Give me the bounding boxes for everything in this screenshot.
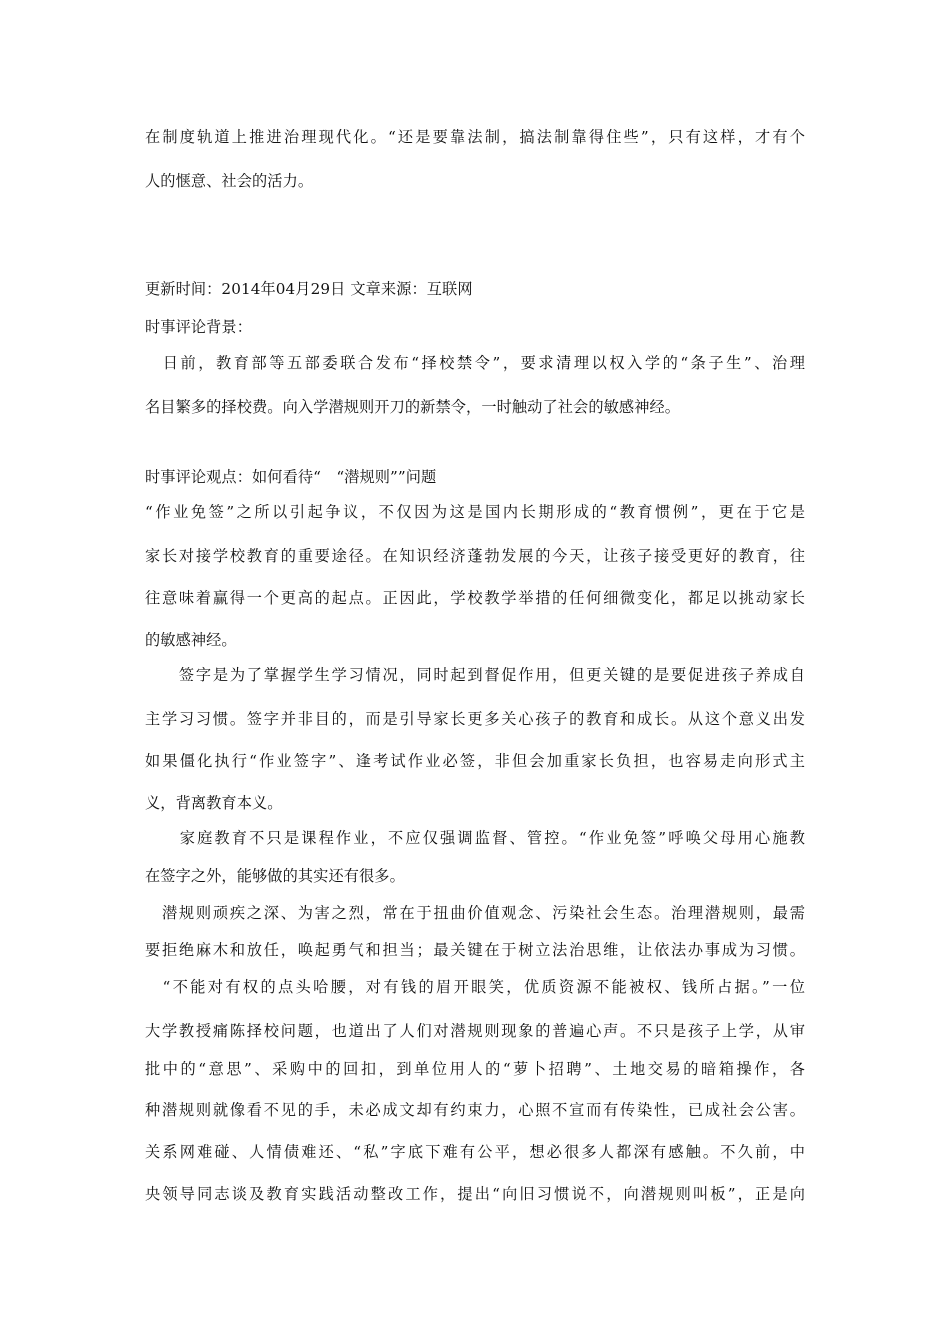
text-line: 往意味着赢得一个更高的起点。正因此，学校教学举措的任何细微变化，都足以挑动家长 (145, 589, 805, 607)
text-line: 关系网难碰、人情债难还、“私”字底下难有公平，想必很多人都深有感触。不久前，中 (145, 1143, 805, 1161)
background-heading: 时事评论背景： (145, 318, 253, 336)
text-line: 的敏感神经。 (145, 631, 237, 649)
text-line: 日前，教育部等五部委联合发布“择校禁令”，要求清理以权入学的“条子生”、治理 (145, 354, 805, 372)
text-line: 义，背离教育本义。 (145, 794, 283, 812)
text-line: “作业免签”之所以引起争议，不仅因为这是国内长期形成的“教育惯例”，更在于它是 (145, 503, 805, 521)
text-line: 家庭教育不只是课程作业，不应仅强调监督、管控。“作业免签”呼唤父母用心施教 (145, 829, 805, 847)
text-line: 家长对接学校教育的重要途径。在知识经济蓬勃发展的今天，让孩子接受更好的教育，往 (145, 547, 805, 565)
viewpoint-heading: 时事评论观点：如何看待“ “潜规则””问题 (145, 468, 437, 486)
text-line: 潜规则顽疾之深、为害之烈，常在于扭曲价值观念、污染社会生态。治理潜规则，最需 (145, 904, 805, 922)
text-line: 如果僵化执行“作业签字”、逢考试作业必签，非但会加重家长负担，也容易走向形式主 (145, 752, 805, 770)
update-time-line: 更新时间：2014年04月29日 文章来源：互联网 (145, 280, 473, 298)
text-line: “不能对有权的点头哈腰，对有钱的眉开眼笑，优质资源不能被权、钱所占据。”一位 (145, 978, 805, 996)
text-line: 种潜规则就像看不见的手，未必成文却有约束力，心照不宣而有传染性，已成社会公害。 (145, 1101, 805, 1119)
text-line: 签字是为了掌握学生学习情况，同时起到督促作用，但更关键的是要促进孩子养成自 (145, 666, 805, 684)
text-line: 要拒绝麻木和放任，唤起勇气和担当；最关键在于树立法治思维，让依法办事成为习惯。 (145, 941, 805, 959)
text-line: 主学习习惯。签字并非目的，而是引导家长更多关心孩子的教育和成长。从这个意义出发 (145, 710, 805, 728)
text-line: 批中的“意思”、采购中的回扣，到单位用人的“萝卜招聘”、土地交易的暗箱操作，各 (145, 1060, 805, 1078)
text-line: 人的惬意、社会的活力。 (145, 172, 314, 190)
text-line: 大学教授痛陈择校问题，也道出了人们对潜规则现象的普遍心声。不只是孩子上学，从审 (145, 1022, 805, 1040)
text-line: 名目繁多的择校费。向入学潜规则开刀的新禁令，一时触动了社会的敏感神经。 (145, 398, 681, 416)
text-line: 在制度轨道上推进治理现代化。“还是要靠法制，搞法制靠得住些”，只有这样，才有个 (145, 128, 805, 146)
text-line: 在签字之外，能够做的其实还有很多。 (145, 867, 405, 885)
text-line: 央领导同志谈及教育实践活动整改工作，提出“向旧习惯说不，向潜规则叫板”，正是向 (145, 1185, 805, 1203)
